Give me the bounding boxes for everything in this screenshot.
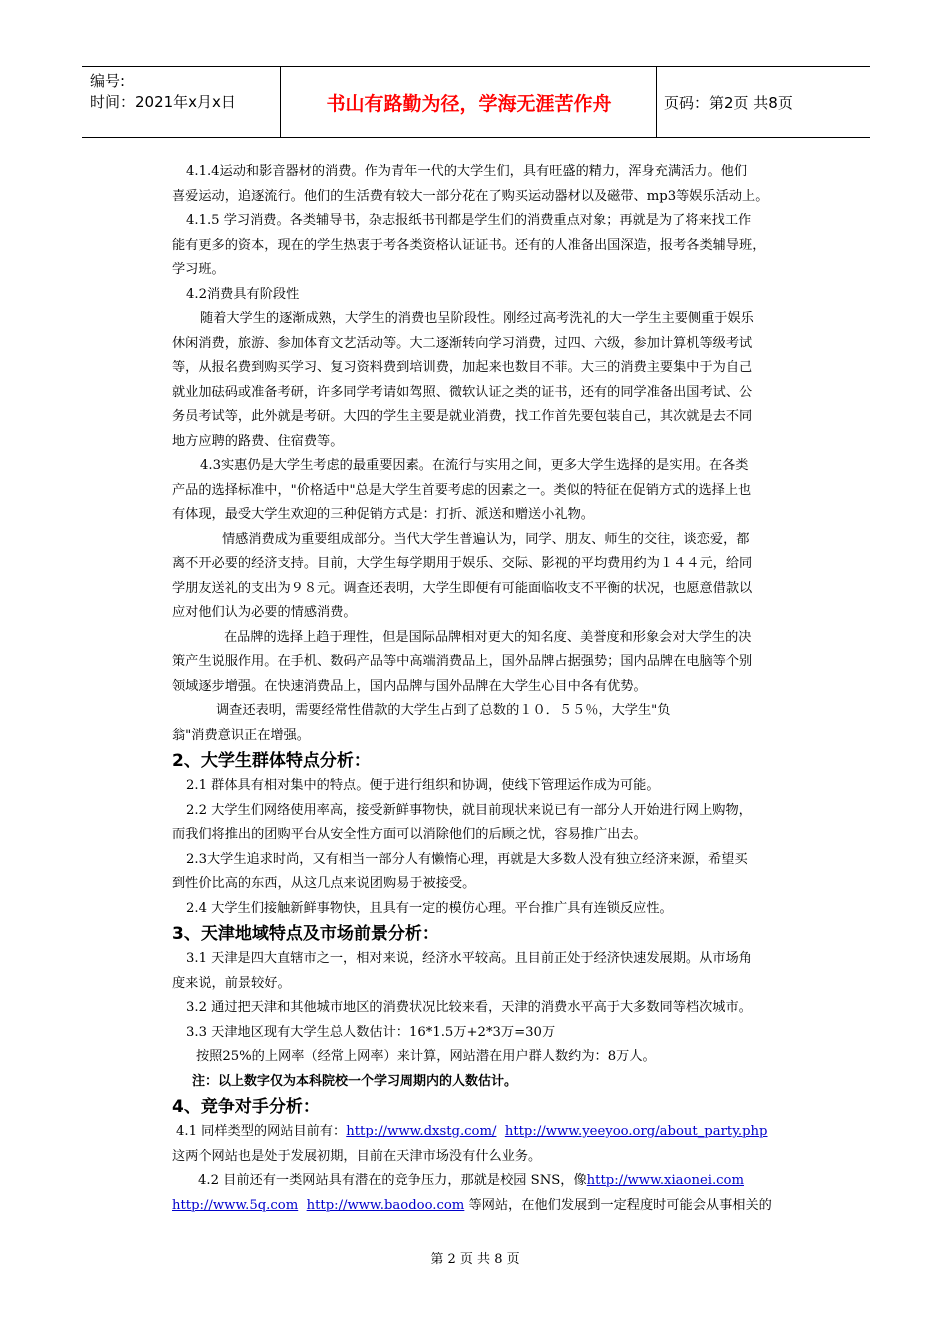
paragraph: 喜爱运动，追逐流行。他们的生活费有较大一部分花在了购买运动器材以及磁带、mp3等娱乐活动上。 [172, 188, 769, 204]
paragraph: 3.3 天津地区现有大学生总人数估计：16*1.5万+2*3万=30万 [186, 1024, 556, 1040]
paragraph: 有体现，最受大学生欢迎的三种促销方式是：打折、派送和赠送小礼物。 [172, 507, 594, 522]
paragraph: 度来说，前景较好。 [172, 975, 291, 991]
paragraph: 休闲消费，旅游、参加体育文艺活动等。大二逐渐转向学习消费，过四、六级，参加计算机等级考试 [172, 335, 753, 351]
paragraph: 应对他们认为必要的情感消费。 [172, 605, 357, 620]
link-5q[interactable]: http://www.5q.com [172, 1197, 299, 1213]
paragraph [176, 1120, 812, 1145]
link-xiaonei[interactable]: http://www.xiaonei.com [586, 1173, 745, 1188]
paragraph: 随着大学生的逐渐成熟，大学生的消费也呈阶段性。刚经过高考洗礼的大一学生主要侧重于娱乐 [200, 311, 754, 326]
paragraph [198, 1169, 812, 1194]
link-yeeyoo[interactable]: http://www.yeeyoo.org/about_party.php [504, 1124, 768, 1139]
paragraph: 按照25%的上网率（经常上网率）来计算，网站潜在用户群人数约为：8万人。 [196, 1049, 656, 1064]
header-divider [656, 67, 657, 137]
link-dxstg[interactable]: http://www.dxstg.com/ [346, 1124, 497, 1139]
paragraph: 学习班。 [172, 262, 225, 277]
paragraph: 情感消费成为重要组成部分。当代大学生普遍认为，同学、朋友、师生的交往，谈恋爱，都 [222, 531, 750, 547]
paragraph: 到性价比高的东西，从这几点来说团购易于被接受。 [172, 876, 476, 891]
paragraph: 4.1.4运动和影音器材的消费。作为青年一代的大学生们，具有旺盛的精力，浑身充满活力。他们 [186, 164, 748, 179]
paragraph-text: 4.1 同样类型的网站目前有： [176, 1124, 347, 1139]
paragraph: 就业加砝码或准备考研，许多同学考请如驾照、微软认证之类的证书，还有的同学准备出国考试、公 [172, 384, 753, 400]
header-meta [90, 71, 236, 113]
doc-code-label: 编号: [90, 72, 126, 90]
paragraph: 产品的选择标准中，"价格适中"总是大学生首要考虑的因素之一。类似的特征在促销方式的选择上也 [172, 482, 752, 498]
section-heading: 3、天津地域特点及市场前景分析： [172, 924, 439, 944]
paragraph: 调查还表明，需要经常性借款的大学生占到了总数的１０．５５％，大学生"负 [216, 703, 671, 718]
paragraph [172, 1194, 812, 1219]
paragraph: 这两个网站也是处于发展初期，目前在天津市场没有什么业务。 [172, 1148, 542, 1164]
document-body [172, 160, 812, 1218]
header-motto: 书山有路勤为径，学海无涯苦作舟 [326, 92, 612, 115]
paragraph: 2.2 大学生们网络使用率高，接受新鲜事物快，就目前现状来说已有一部分人开始进行网上购物， [186, 802, 752, 818]
page-footer: 第 2 页 共 8 页 [430, 1252, 520, 1267]
paragraph-text: 等网站，在他们发展到一定程度时可能会从事相关的 [468, 1197, 772, 1213]
link-baodoo[interactable]: http://www.baodoo.com [306, 1197, 465, 1213]
paragraph: 翁"消费意识正在增强。 [172, 727, 310, 743]
paragraph: 学朋友送礼的支出为９８元。调查还表明，大学生即便有可能面临收支不平衡的状况，也愿意借款以 [172, 580, 753, 596]
paragraph: 4.2消费具有阶段性 [186, 286, 300, 302]
paragraph: 2.1 群体具有相对集中的特点。便于进行组织和协调，使线下管理运作成为可能。 [186, 778, 660, 793]
paragraph-text: 4.2 目前还有一类网站具有潜在的竞争压力，那就是校园 SNS，像 [198, 1173, 587, 1188]
paragraph: 策产生说服作用。在手机、数码产品等中高端消费品上，国外品牌占据强势；国内品牌在电脑等个别 [172, 654, 753, 669]
paragraph: 3.1 天津是四大直辖市之一，相对来说，经济水平较高。且目前正处于经济快速发展期。从市场角 [186, 951, 752, 966]
header-divider [280, 67, 281, 137]
paragraph: 而我们将推出的团购平台从安全性方面可以消除他们的后顾之忧，容易推广出去。 [172, 827, 647, 842]
paragraph: 等，从报名费到购买学习、复习资料费到培训费，加起来也数目不菲。大三的消费主要集中于为自己 [172, 360, 753, 375]
doc-time: 时间：2021年x月x日 [90, 93, 236, 111]
paragraph: 4.1.5 学习消费。各类辅导书，杂志报纸书刊都是学生们的消费重点对象；再就是为了将来找工作 [186, 213, 752, 228]
paragraph: 地方应聘的路费、住宿费等。 [172, 433, 344, 449]
paragraph: 领域逐步增强。在快速消费品上，国内品牌与国外品牌在大学生心目中各有优势。 [172, 678, 647, 694]
paragraph: 务员考试等，此外就是考研。大四的学生主要是就业消费，找工作首先要包装自己，其次就是去不同 [172, 409, 753, 424]
section-heading: 4、竞争对手分析： [172, 1097, 320, 1117]
paragraph: 离不开必要的经济支持。目前，大学生每学期用于娱乐、交际、影视的平均费用约为１４４元，给同 [172, 556, 753, 571]
section-heading: 2、大学生群体特点分析： [172, 751, 371, 771]
paragraph: 4.3实惠仍是大学生考虑的最重要因素。在流行与实用之间，更多大学生选择的是实用。在各类 [200, 458, 749, 473]
paragraph: 在品牌的选择上趋于理性，但是国际品牌相对更大的知名度、美誉度和形象会对大学生的决 [224, 629, 752, 645]
note: 注：以上数字仅为本科院校一个学习周期内的人数估计。 [192, 1073, 518, 1089]
page-header [82, 66, 870, 138]
paragraph: 2.4 大学生们接触新鲜事物快，且具有一定的模仿心理。平台推广具有连锁反应性。 [186, 900, 673, 916]
paragraph: 2.3大学生追求时尚，又有相当一部分人有懒惰心理，再就是大多数人没有独立经济来源，希望买 [186, 851, 748, 867]
paragraph: 能有更多的资本，现在的学生热衷于考各类资格认证证书。还有的人准备出国深造，报考各类辅导班， [172, 237, 766, 253]
header-page-info: 页码：第2页 共8页 [664, 93, 793, 112]
paragraph: 3.2 通过把天津和其他城市地区的消费状况比较来看，天津的消费水平高于大多数同等档次城市。 [186, 1000, 752, 1015]
